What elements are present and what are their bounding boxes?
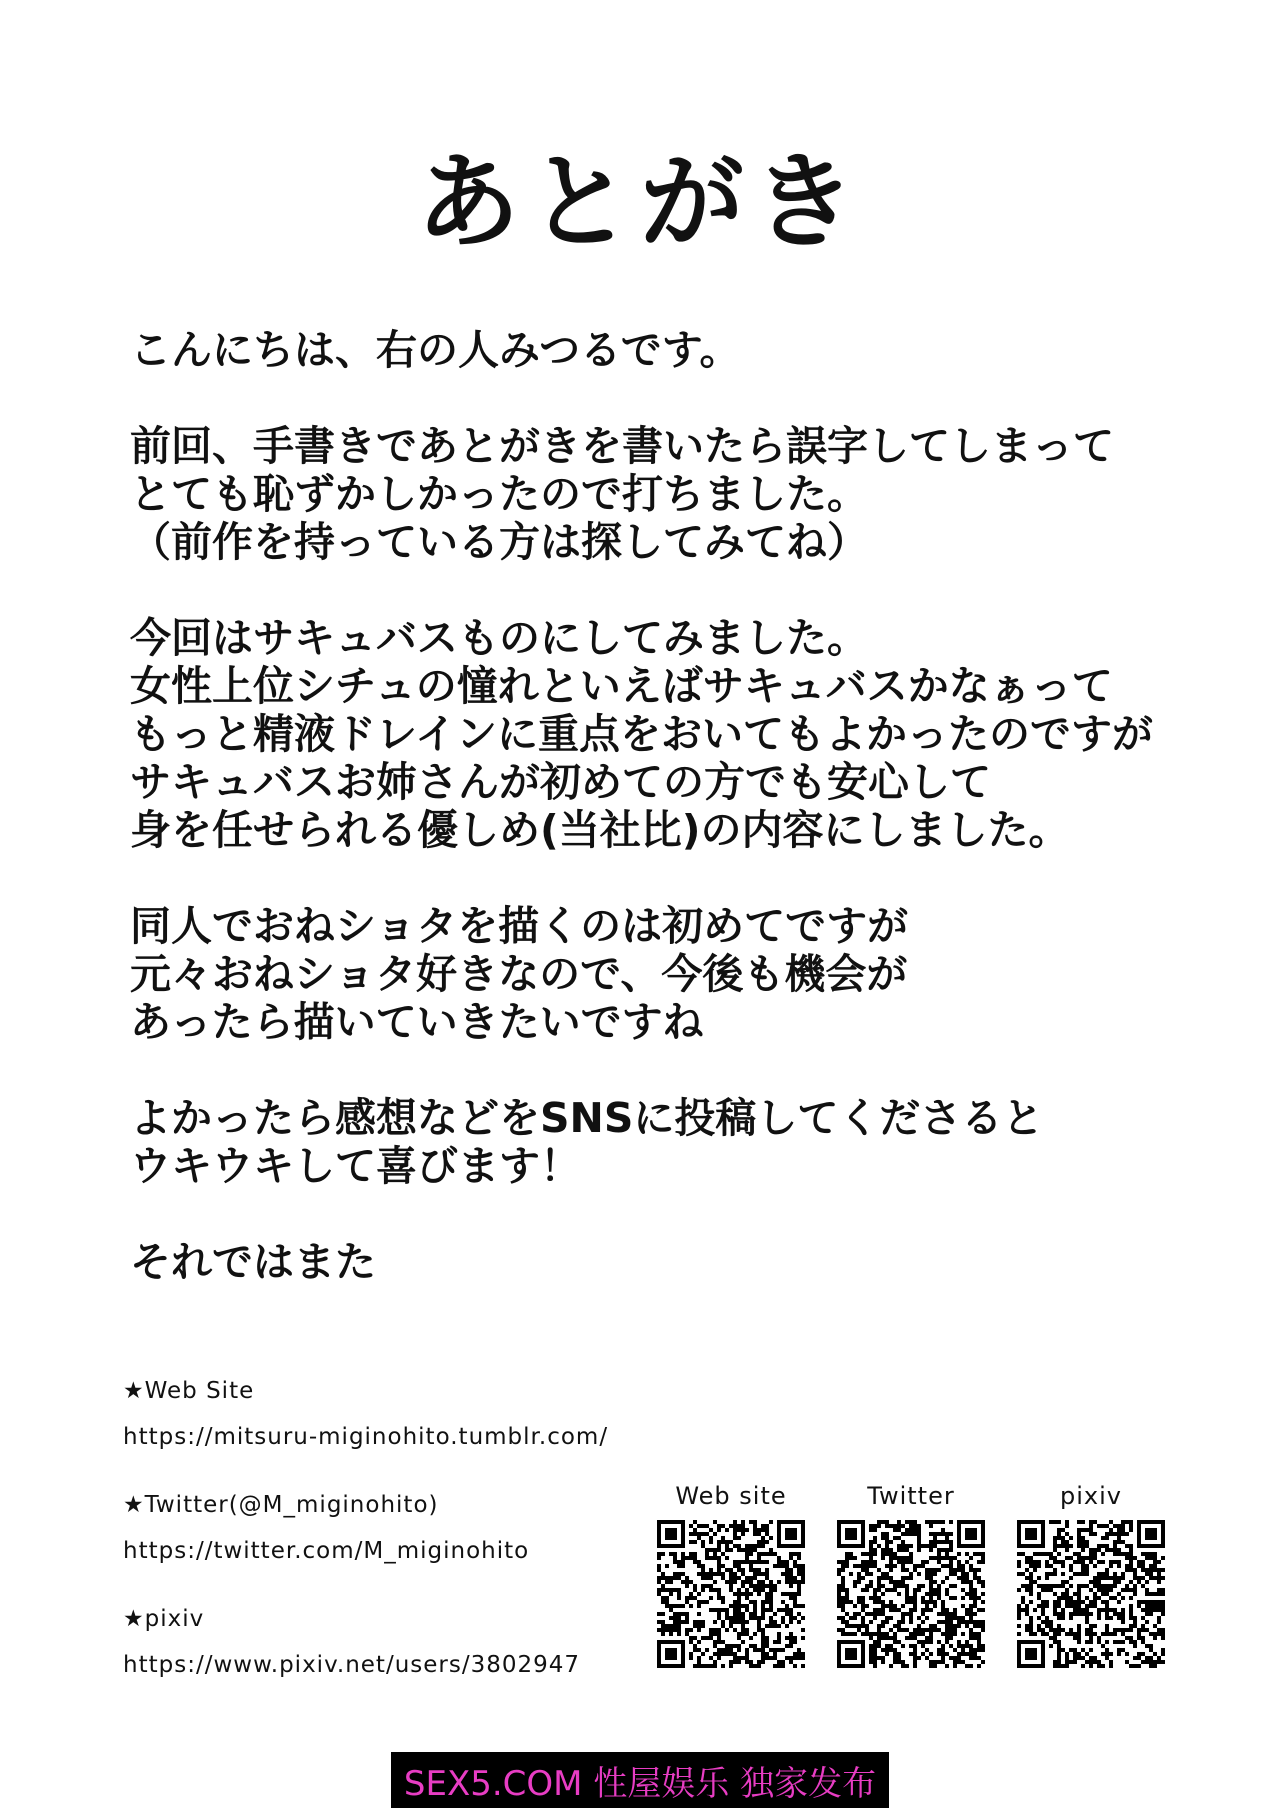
watermark-text: SEX5.COM 性屋娱乐 独家发布 — [403, 1763, 877, 1804]
paragraph-greeting — [130, 326, 1210, 374]
links-section — [123, 1368, 643, 1710]
text-line: もっと精液ドレインに重点をおいてもよかったのですが — [130, 710, 1153, 758]
page-title: あとがき — [415, 141, 864, 263]
qr-code-icon[interactable] — [837, 1520, 985, 1668]
text-line: 女性上位シチュの憧れといえばサキュバスかなぁって — [130, 662, 1113, 710]
text-line: あったら描いていきたいですね — [130, 998, 704, 1046]
text-line: 身を任せられる優しめ(当社比)の内容にしました。 — [130, 806, 1070, 854]
paragraph-feedback — [130, 1094, 1210, 1190]
paragraph-theme — [130, 614, 1210, 854]
qr-website — [651, 1478, 811, 1668]
qr-code-icon[interactable] — [1017, 1520, 1165, 1668]
paragraph-handwriting — [130, 422, 1210, 566]
link-url[interactable]: https://www.pixiv.net/users/3802947 — [123, 1652, 581, 1678]
afterword-body — [130, 326, 1210, 1334]
text-line: 前回、手書きであとがきを書いたら誤字してしまって — [130, 422, 1114, 470]
paragraph-closing — [130, 1238, 1210, 1286]
qr-label: pixiv — [1060, 1482, 1122, 1510]
link-url[interactable]: https://twitter.com/M_miginohito — [123, 1538, 530, 1564]
qr-code-icon[interactable] — [657, 1520, 805, 1668]
text-line: こんにちは、右の人みつるです。 — [130, 326, 741, 374]
text-line: 元々おねショタ好きなので、今後も機会が — [130, 950, 908, 998]
text-line: それではまた — [130, 1238, 376, 1286]
link-url[interactable]: https://mitsuru-miginohito.tumblr.com/ — [123, 1424, 609, 1450]
text-line: サキュバスお姉さんが初めての方でも安心して — [130, 758, 991, 806]
qr-label: Web site — [675, 1482, 787, 1510]
link-label: ★Twitter(@M_miginohito) — [123, 1492, 439, 1518]
qr-pixiv — [1011, 1478, 1171, 1668]
paragraph-oneshota — [130, 902, 1210, 1046]
link-pixiv — [123, 1596, 643, 1688]
link-twitter — [123, 1482, 643, 1574]
qr-twitter — [831, 1478, 991, 1668]
qr-label: Twitter — [867, 1482, 955, 1510]
text-line: ウキウキして喜びます！ — [130, 1142, 581, 1190]
text-line: 同人でおねショタを描くのは初めてですが — [130, 902, 909, 950]
link-website — [123, 1368, 643, 1460]
link-label: ★Web Site — [123, 1378, 255, 1404]
text-line: 今回はサキュバスものにしてみました。 — [130, 614, 868, 662]
text-line: （前作を持っている方は探してみてね） — [130, 518, 868, 566]
text-line: とても恥ずかしかったので打ちました。 — [130, 470, 868, 518]
text-line: よかったら感想などをSNSに投稿してくださると — [130, 1094, 1044, 1142]
watermark-banner — [391, 1752, 889, 1808]
link-label: ★pixiv — [123, 1606, 205, 1632]
